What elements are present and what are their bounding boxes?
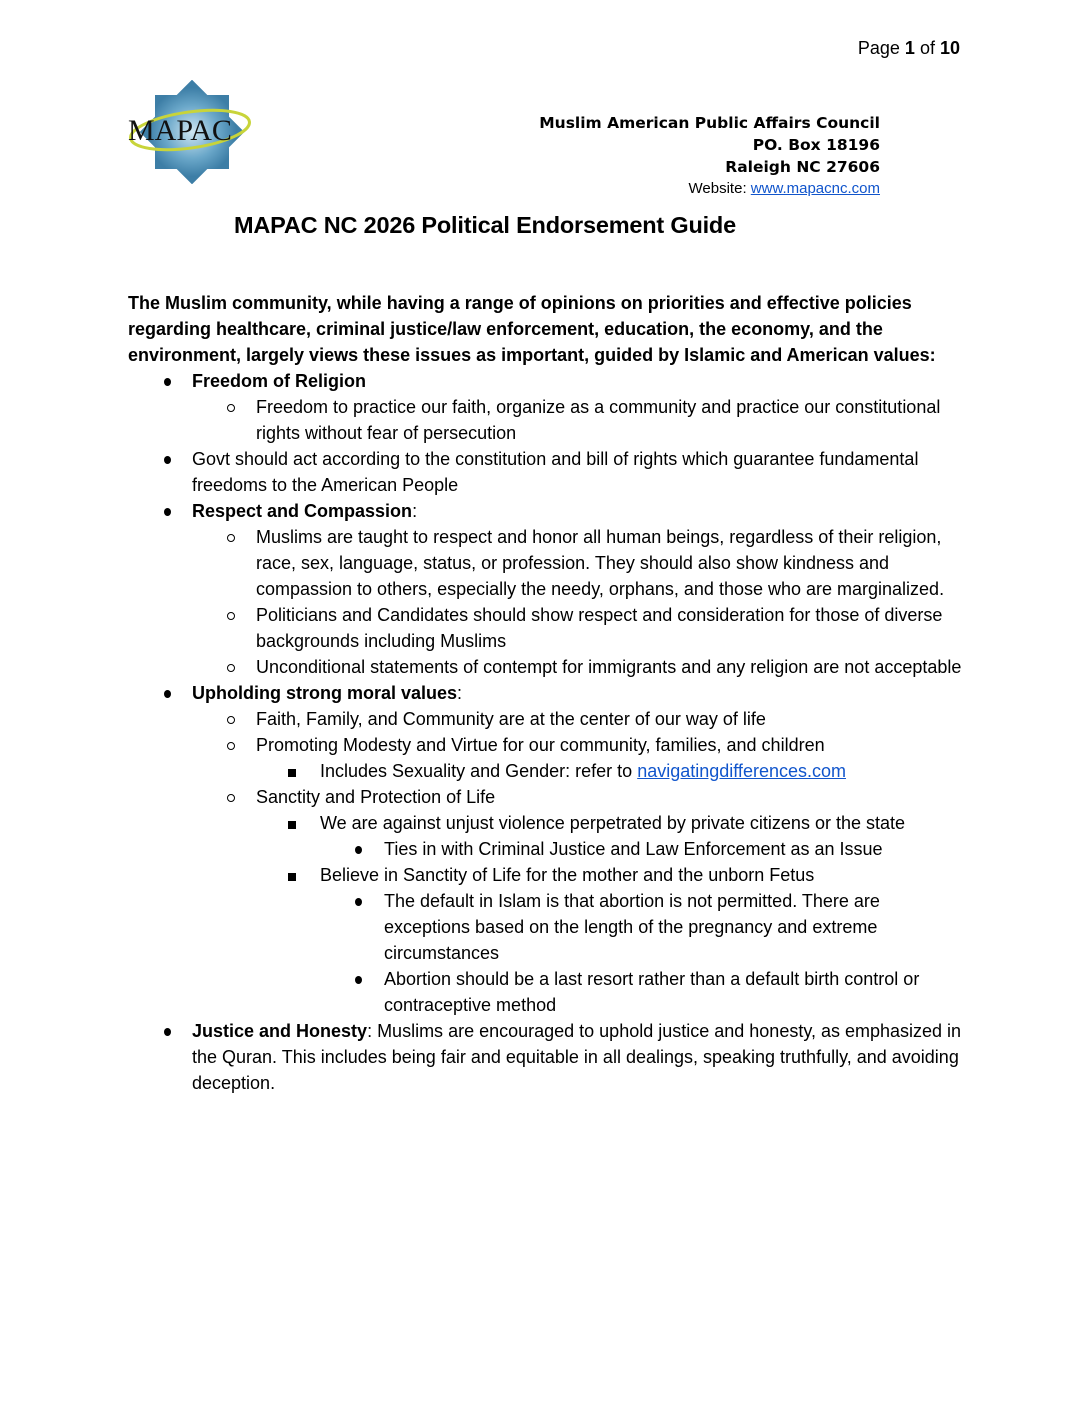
bullet-icon xyxy=(164,508,171,516)
item-text: Includes Sexuality and Gender: refer to xyxy=(320,761,638,781)
item-text: We are against unjust violence perpetrated by private citizens or the state xyxy=(320,813,905,833)
list-item xyxy=(128,966,968,1018)
list-item xyxy=(128,654,968,680)
item-suffix: : xyxy=(412,501,418,521)
list-item xyxy=(128,524,968,602)
list-item xyxy=(128,758,968,784)
org-name: Muslim American Public Affairs Council xyxy=(539,114,880,132)
list-item xyxy=(128,1018,968,1096)
item-text: Promoting Modesty and Virtue for our community, families, and children xyxy=(256,735,825,755)
list-item xyxy=(128,446,968,498)
item-text: Faith, Family, and Community are at the center of our way of life xyxy=(256,709,766,729)
page-current: 1 xyxy=(904,38,915,58)
circle-bullet-icon xyxy=(227,794,235,802)
circle-bullet-icon xyxy=(227,612,235,620)
list-item xyxy=(128,836,968,862)
item-text: The default in Islam is that abortion is not permitted. There are exceptions based on the length of the pregnancy and extreme circumstances xyxy=(384,891,880,963)
document-body xyxy=(128,290,968,1096)
item-text: Believe in Sanctity of Life for the mother and the unborn Fetus xyxy=(320,865,815,885)
org-address-block xyxy=(539,112,880,200)
circle-bullet-icon xyxy=(227,716,235,724)
list-item xyxy=(128,498,968,524)
org-city: Raleigh NC 27606 xyxy=(725,158,880,176)
item-text: Muslims are taught to respect and honor all human beings, regardless of their religion, race, sex, language, status, or profession. They should also show kindness and compassion to others, especially the needy, orphans, and those who are marginalized. xyxy=(256,527,945,599)
website-label: Website: xyxy=(688,180,751,197)
circle-bullet-icon xyxy=(227,664,235,672)
item-text: Politicians and Candidates should show respect and consideration for those of diverse backgrounds including Muslims xyxy=(256,605,943,651)
bullet-icon xyxy=(355,846,362,854)
item-suffix: : xyxy=(457,683,463,703)
list-item xyxy=(128,368,968,394)
circle-bullet-icon xyxy=(227,742,235,750)
item-text: : Muslims are encouraged to uphold justice and honesty, as emphasized in the Quran. This includes being fair and equitable in all dealings, speaking truthfully, and avoiding deception. xyxy=(192,1021,962,1093)
list-item xyxy=(128,784,968,810)
bullet-icon xyxy=(164,690,171,698)
logo-star-icon xyxy=(126,80,254,184)
list-item xyxy=(128,862,968,888)
list-item xyxy=(128,810,968,836)
item-heading: Respect and Compassion xyxy=(192,501,413,521)
bullet-icon xyxy=(164,456,171,464)
bullet-icon xyxy=(164,378,171,386)
org-po-box: PO. Box 18196 xyxy=(752,136,880,154)
svg-text:MAPAC: MAPAC xyxy=(128,114,232,147)
page-total: 10 xyxy=(939,38,960,58)
bullet-icon xyxy=(355,976,362,984)
item-text: Govt should act according to the constitution and bill of rights which guarantee fundamental freedoms to the American People xyxy=(192,449,919,495)
item-text: Freedom to practice our faith, organize as a community and practice our constitutional rights without fear of persecution xyxy=(256,397,941,443)
intro-paragraph: The Muslim community, while having a range of opinions on priorities and effective policies regarding healthcare, criminal justice/law enforcement, education, the economy, and the environment, largely views these issues as important, guided by Islamic and American values: xyxy=(128,293,936,365)
page-of: of xyxy=(919,38,935,58)
item-text: Unconditional statements of contempt for immigrants and any religion are not acceptable xyxy=(256,657,962,677)
page-label: Page xyxy=(857,38,900,58)
bullet-icon xyxy=(164,1028,171,1036)
item-text: Abortion should be a last resort rather than a default birth control or contraceptive method xyxy=(384,969,920,1015)
navigating-differences-link[interactable]: navigatingdifferences.com xyxy=(637,761,846,781)
mapac-logo xyxy=(126,80,254,184)
document-title: MAPAC NC 2026 Political Endorsement Guide xyxy=(234,212,736,238)
website-link[interactable]: www.mapacnc.com xyxy=(750,180,880,197)
item-heading: Justice and Honesty xyxy=(192,1021,368,1041)
list-item xyxy=(128,706,968,732)
list-item xyxy=(128,394,968,446)
page-number xyxy=(858,38,960,59)
item-heading: Freedom of Religion xyxy=(192,371,367,391)
square-bullet-icon xyxy=(288,821,296,829)
values-list xyxy=(128,368,968,1096)
square-bullet-icon xyxy=(288,769,296,777)
org-website xyxy=(539,178,880,200)
circle-bullet-icon xyxy=(227,534,235,542)
list-item xyxy=(128,602,968,654)
list-item xyxy=(128,888,968,966)
item-text: Ties in with Criminal Justice and Law Enforcement as an Issue xyxy=(384,839,883,859)
square-bullet-icon xyxy=(288,873,296,881)
list-item xyxy=(128,680,968,706)
bullet-icon xyxy=(355,898,362,906)
list-item xyxy=(128,732,968,758)
circle-bullet-icon xyxy=(227,404,235,412)
item-text: Sanctity and Protection of Life xyxy=(256,787,496,807)
item-heading: Upholding strong moral values xyxy=(192,683,458,703)
